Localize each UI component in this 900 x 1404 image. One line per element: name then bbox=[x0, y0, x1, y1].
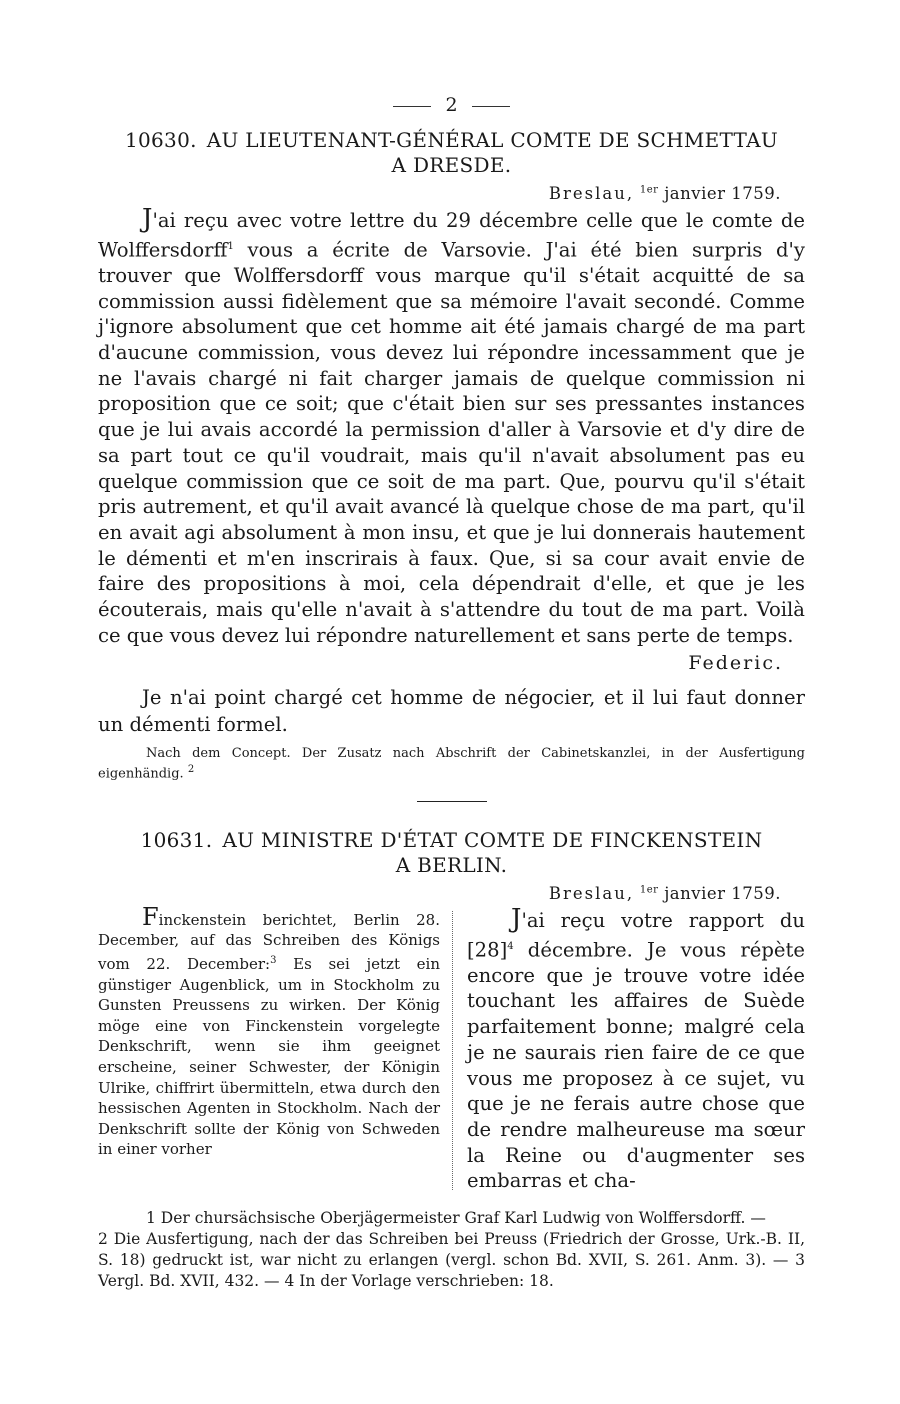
letter-2-dropcap: J bbox=[511, 903, 522, 934]
letter-2-body bbox=[453, 903, 805, 1194]
letter-2-title-line1: AU MINISTRE D'ÉTAT COMTE DE FINCKENSTEIN bbox=[222, 827, 763, 852]
letter-2-dateline bbox=[98, 884, 781, 903]
letter-2-body-part1: 'ai reçu votre rapport du [28] bbox=[467, 908, 805, 962]
letter-1-heading bbox=[98, 128, 805, 178]
letter-2-number: 10631. bbox=[140, 827, 213, 852]
section-divider bbox=[417, 801, 487, 802]
letter-2-heading bbox=[98, 828, 805, 878]
page-number-row bbox=[98, 92, 805, 118]
letter-1-postscript: Je n'ai point chargé cet homme de négocier, et il lui faut donner un démenti formel. bbox=[98, 686, 805, 737]
footnote-2-4: 2 Die Ausfertigung, nach der das Schreiben bei Preuss (Friedrich der Grosse, Urk.-B. II, S. 18) gedruckt ist, war nicht zu erlangen (vergl. schon Bd. XVII, S. 261. Anm. 3). — 3 Vergl. Bd. XVII, 432. — 4 In der Vorlage verschrieben: 18. bbox=[98, 1230, 805, 1290]
letter-1-place: Breslau, bbox=[548, 184, 635, 203]
letter-1-source-text: Nach dem Concept. Der Zusatz nach Abschrift der Cabinetskanzlei, in der Ausfertigung eigenhändig. bbox=[98, 746, 805, 782]
letter-1-dropcap: J bbox=[142, 204, 153, 234]
letter-2-title-line2: A BERLIN. bbox=[395, 852, 508, 877]
letter-1-body-part2: vous a écrite de Varsovie. J'ai été bien surpris d'y trouver que Wolffersdorff vous marque qu'il s'était acquitté de sa commission aussi fidèlement que sa mémoire l'avait secondé. Comme j'ignore absolument que cet homme ait été jamais chargé de ma part d'aucune commission, vous devez lui répondre incessamment que je ne l'avais chargé ni fait charger jamais de quelque commission ni proposition que ce soit; que c'était bien sur ses pressantes instances que je lui avais accordé la permission d'aller à Varsovie et d'y dire de sa part tout ce qu'il voudrait, mais qu'il n'avait absolument pas eu quelque commission que ce soit de ma part. Que, pourvu qu'il s'était pris autrement, et qu'il avait avancé là quelque chose de ma part, qu'il en avait agi absolument à mon insu, et que je lui donnerais hautement le démenti et m'en inscrirais à faux. Que, si sa cour avait envie de faire des propositions à moi, cela dépendrait d'elle, et que je les écouterais, mais qu'elle n'avait à s'attendre du tout de ma part. Voilà ce que vous devez lui répondre naturellement et sans perte de temps. bbox=[98, 238, 805, 647]
letter-1-signature: Federic. bbox=[688, 652, 783, 675]
page bbox=[98, 92, 805, 1194]
footnote-marker-4: 4 bbox=[507, 940, 514, 952]
footnote-marker-3: 3 bbox=[270, 955, 277, 966]
letter-1-dateline bbox=[98, 184, 781, 203]
letter-1-date: janvier 1759. bbox=[664, 184, 781, 203]
letter-1-body bbox=[98, 204, 805, 648]
footnote-marker-2: 2 bbox=[187, 764, 195, 776]
footnote-marker-1: 1 bbox=[227, 240, 234, 252]
letter-1-number: 10630. bbox=[124, 128, 197, 152]
letter-2-summary-dropcap: F bbox=[142, 902, 159, 931]
letter-2-date-sup: 1er bbox=[639, 884, 659, 896]
page-number: 2 bbox=[445, 94, 458, 116]
footnotes bbox=[98, 1208, 805, 1292]
letter-1-body-part1: 'ai reçu avec votre lettre du 29 décembre celle que le comte de Wolffersdorff bbox=[98, 209, 805, 262]
letter-1-title-line1: AU LIEUTENANT-GÉNÉRAL COMTE DE SCHMETTAU bbox=[206, 128, 779, 152]
letter-2-summary-part1: inckenstein berichtet, Berlin 28. December, auf das Schreiben des Königs vom 22. December: bbox=[98, 910, 440, 973]
letter-2-summary bbox=[98, 902, 452, 1194]
page-number-rule-right bbox=[472, 106, 510, 107]
letter-2-body-part2: décembre. Je vous répète encore que je trouve votre idée touchant les affaires de Suède parfaitement bonne; malgré cela je ne saurais rien faire de ce que vous me proposez à ce sujet, vu que je ne ferais autre chose que de rendre malheureuse ma sœur la Reine ou d'augmenter ses embarras et cha- bbox=[467, 938, 805, 1193]
letter-1-source-note bbox=[98, 746, 805, 782]
letter-2-date: janvier 1759. bbox=[664, 883, 781, 903]
letter-2-place: Breslau, bbox=[548, 883, 635, 903]
page-number-rule-left bbox=[393, 106, 431, 107]
letter-1-date-sup: 1er bbox=[639, 184, 659, 196]
footnote-1: 1 Der chursächsische Oberjägermeister Graf Karl Ludwig von Wolffersdorff. — bbox=[146, 1209, 766, 1227]
letter-2-summary-part2: Es sei jetzt ein günstiger Augenblick, um in Stockholm zu Gunsten Preussens zu wirken. Der König möge eine von Finckenstein vorgelegte Denkschrift, wenn sie ihm geeignet erscheine, seiner Schwester, der Königin Ulrike, chiffrirt übermitteln, etwa durch den hessischen Agenten in Stockholm. Nach der Denkschrift sollte der König von Schweden in einer vorher bbox=[98, 955, 440, 1159]
letter-1-title-line2: A DRESDE. bbox=[391, 153, 512, 177]
letter-2-columns bbox=[98, 902, 805, 1194]
